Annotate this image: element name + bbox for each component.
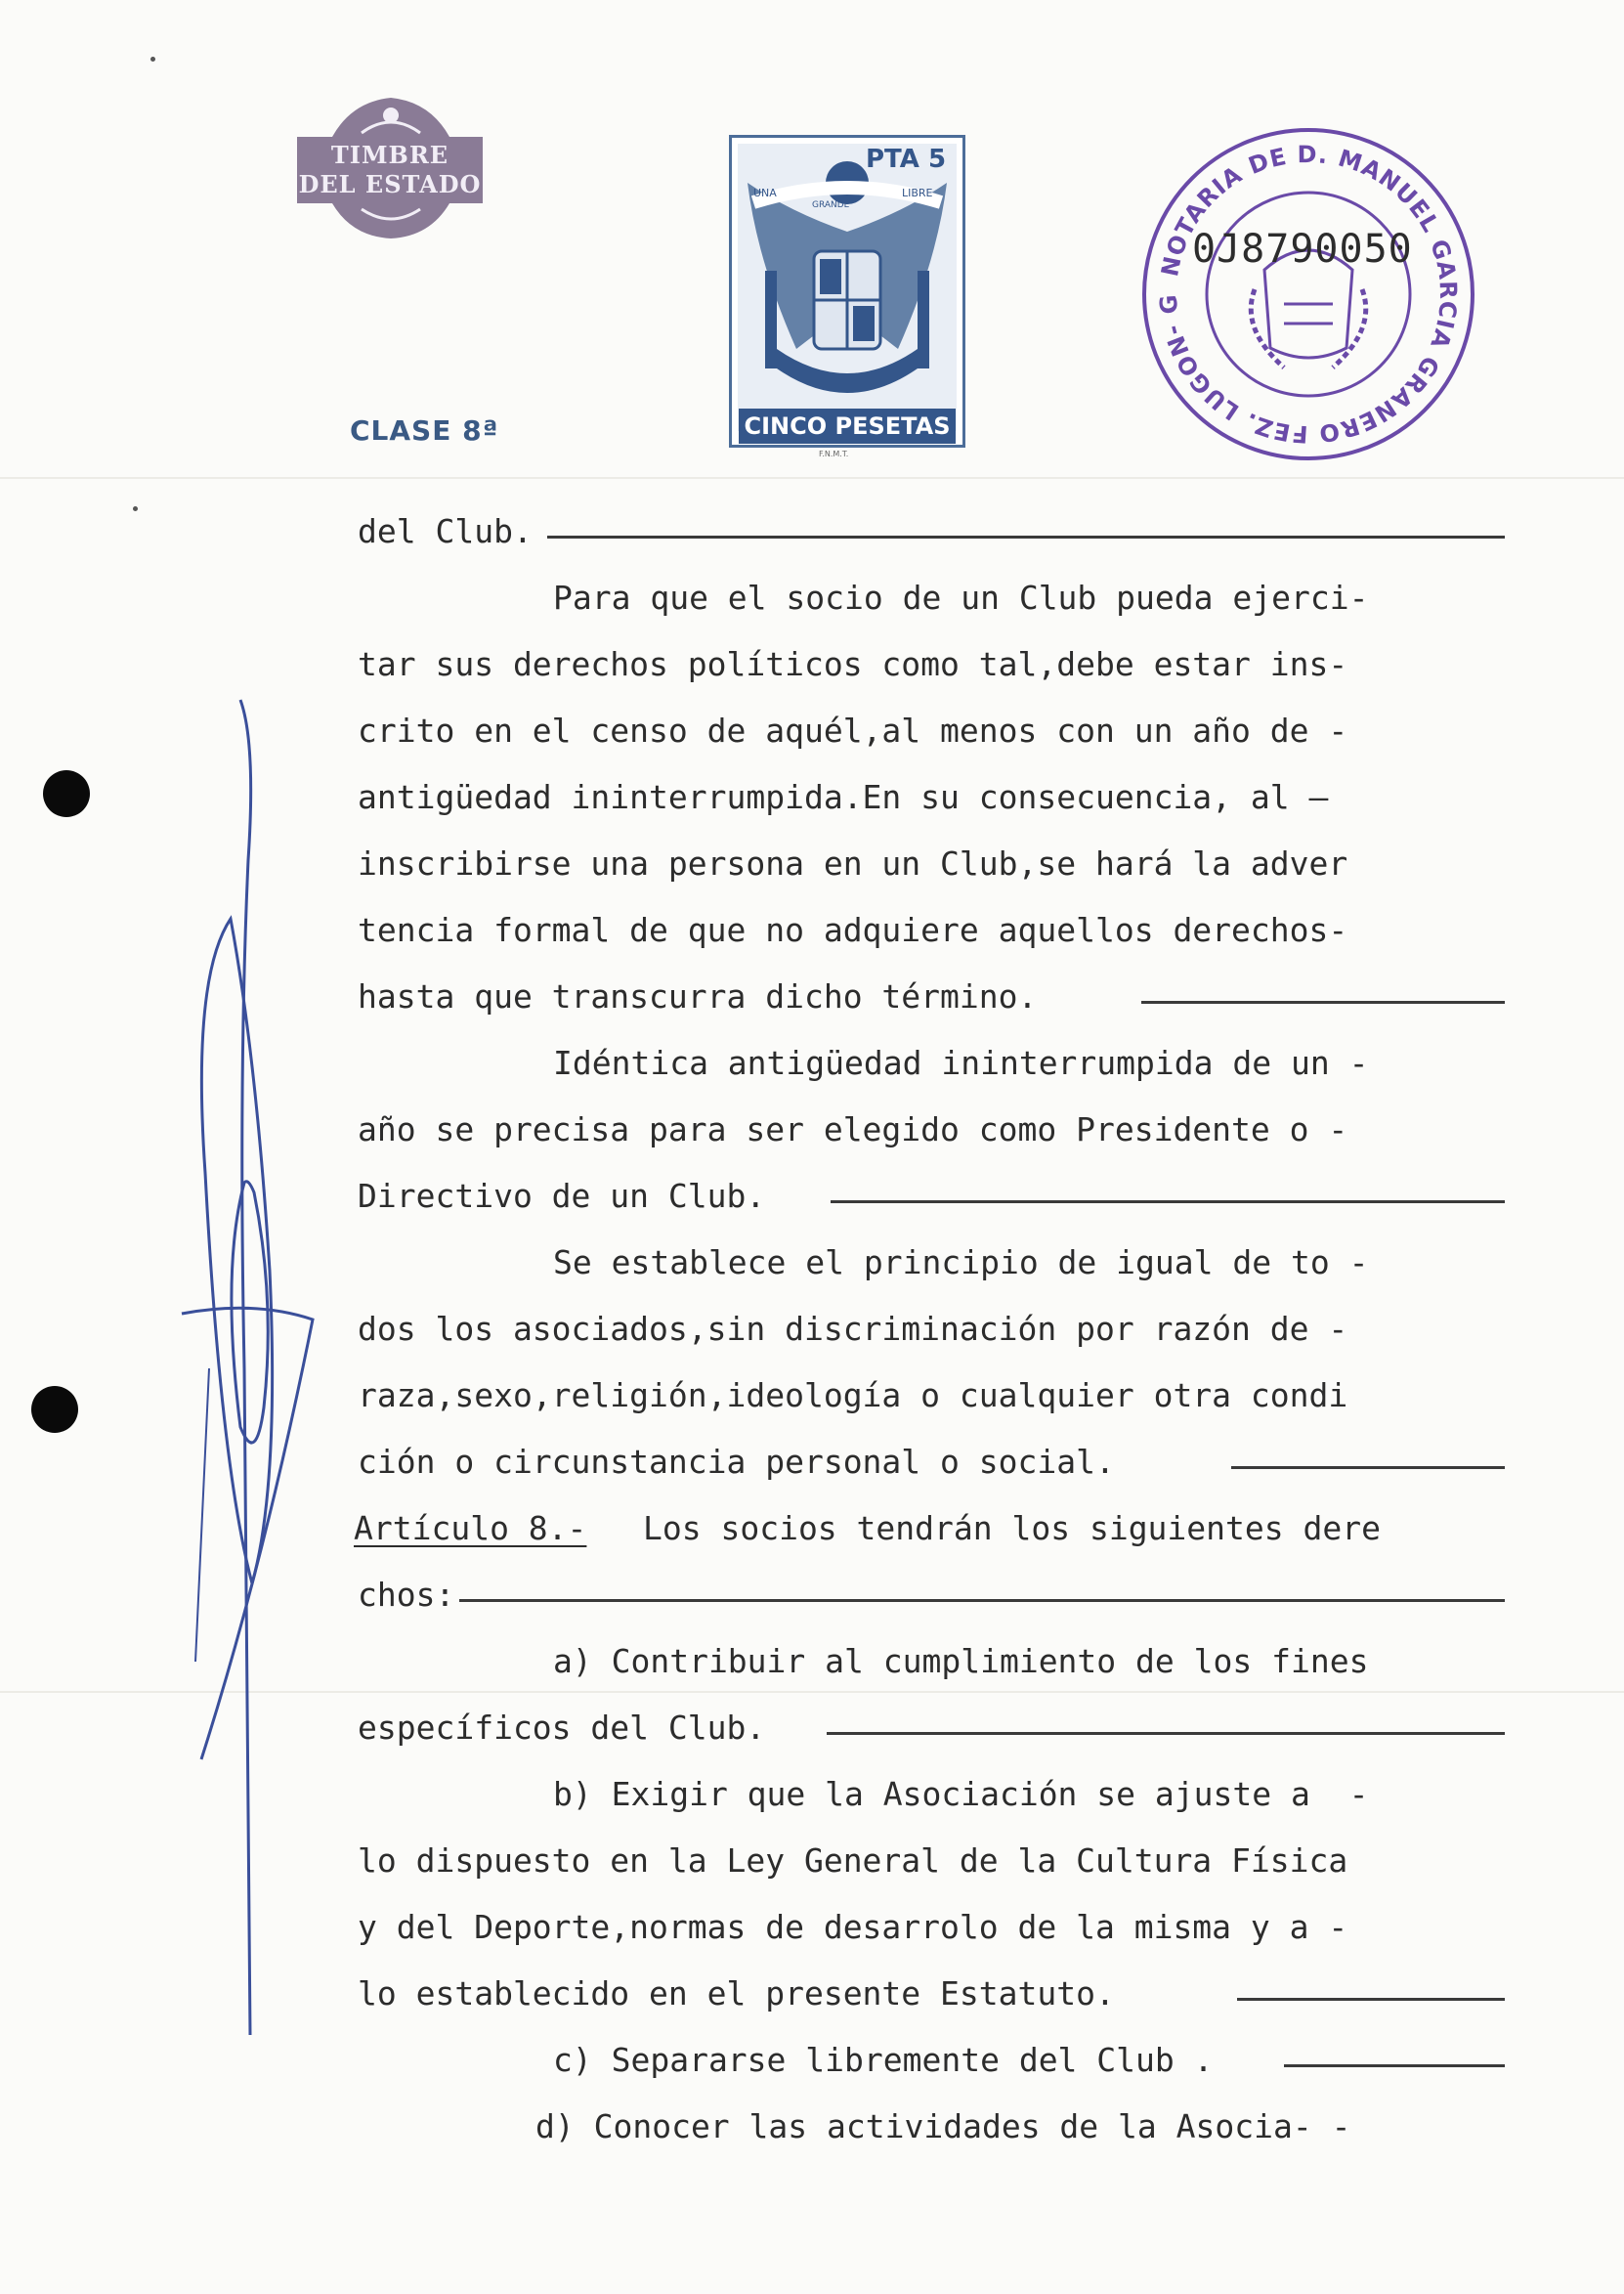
text-line: Se establece el principio de igual de to - [553, 1243, 1369, 1281]
stamp-printer: F.N.M.T. [819, 450, 849, 458]
text-line: c) Separarse libremente del Club . [553, 2041, 1214, 2079]
stamp-value: CINCO PESETAS [739, 409, 956, 444]
text-line: hasta que transcurra dicho término. [358, 977, 1038, 1016]
text-line: año se precisa para ser elegido como Presidente o - [358, 1110, 1348, 1148]
text-line: raza,sexo,religión,ideología o cualquier otra condi [358, 1376, 1348, 1414]
stamp-banner-left: UNA [753, 187, 777, 199]
fill-rule [547, 536, 1505, 539]
text-line: Directivo de un Club. [358, 1177, 766, 1215]
fill-rule [1237, 1998, 1505, 2001]
text-line: Para que el socio de un Club pueda ejerci- [553, 579, 1369, 617]
text-line: y del Deporte,normas de desarrolo de la misma y a - [358, 1908, 1348, 1946]
text-line: a) Contribuir al cumplimiento de los fines [553, 1642, 1369, 1680]
stamp-banner-mid: GRANDE [812, 200, 850, 210]
text-line: ción o circunstancia personal o social. [358, 1443, 1115, 1481]
timbre-line1: TIMBRE [330, 141, 449, 169]
text-line: d) Conocer las actividades de la Asocia- - [535, 2107, 1351, 2145]
serial-number: 0J8790050 [1192, 227, 1413, 272]
text-line: antigüedad ininterrumpida.En su consecuencia, al — [358, 778, 1329, 816]
text-line: lo dispuesto en la Ley General de la Cultura Física [358, 1841, 1348, 1880]
text-line: inscribirse una persona en un Club,se hará la adver [358, 844, 1348, 883]
text-line: Idéntica antigüedad ininterrumpida de un - [553, 1044, 1369, 1082]
article-heading: Artículo 8.- [354, 1509, 587, 1547]
notary-seal-text: NOTARIA DE D. MANUEL GARCIA GRANERO FEZ. LUGON- G [1154, 140, 1463, 449]
stamp-denomination: PTA 5 [866, 145, 947, 174]
signature-scribble-icon [0, 0, 410, 2294]
svg-text:NOTARIA DE D. MANUEL GARCIA GR [1137, 123, 1462, 448]
fill-rule [831, 1200, 1505, 1203]
text-line: dos los asociados,sin discriminación por razón de - [358, 1310, 1348, 1348]
fill-rule [1231, 1466, 1505, 1469]
fill-rule [1284, 2064, 1505, 2067]
text-line: tar sus derechos políticos como tal,debe estar ins- [358, 645, 1348, 683]
notary-seal [1137, 123, 1479, 465]
fill-rule [827, 1732, 1505, 1735]
text-line: del Club. [358, 512, 533, 550]
clase-label: CLASE 8ª [350, 414, 499, 447]
text-line: tencia formal de que no adquiere aquellos derechos- [358, 911, 1348, 949]
stamp-banner-right: LIBRE [902, 187, 933, 199]
text-line: Los socios tendrán los siguientes dere [643, 1509, 1381, 1547]
fill-rule [1141, 1001, 1505, 1004]
text-line: b) Exigir que la Asociación se ajuste a - [553, 1775, 1369, 1813]
text-line: crito en el censo de aquél,al menos con un año de - [358, 712, 1348, 750]
revenue-stamp [729, 135, 965, 448]
notary-seal-icon [1137, 123, 1479, 465]
text-line: chos: [358, 1576, 455, 1614]
text-line: lo establecido en el presente Estatuto. [358, 1974, 1115, 2013]
text-line: específicos del Club. [358, 1709, 766, 1747]
fill-rule [459, 1599, 1505, 1602]
timbre-line2: DEL ESTADO [298, 170, 482, 198]
